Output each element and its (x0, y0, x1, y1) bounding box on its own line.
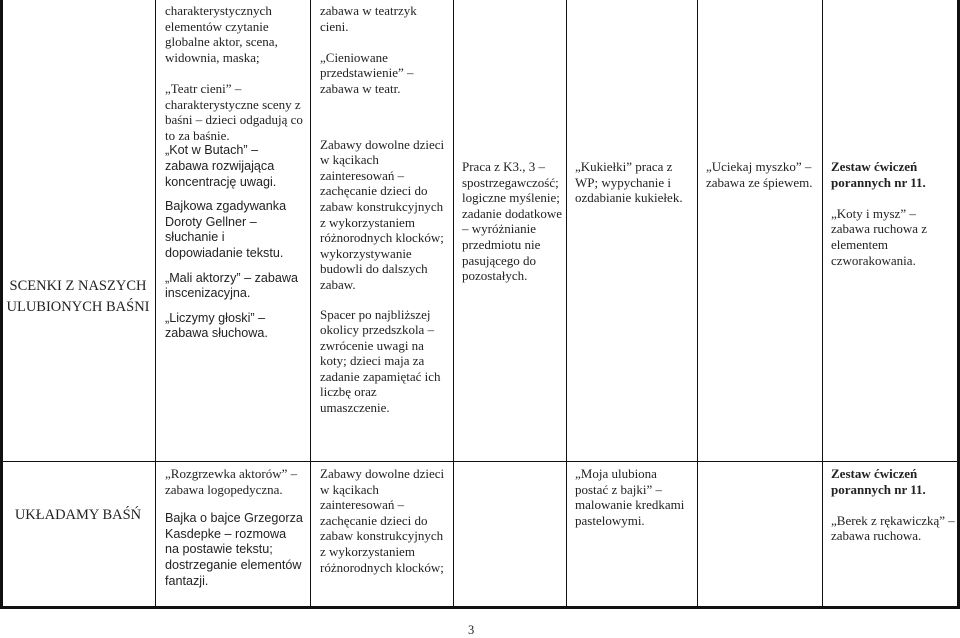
gym-title: Zestaw ćwiczeń porannych nr 11. (831, 159, 926, 190)
art-cell (575, 466, 693, 528)
work-text: Praca z K3., 3 – spostrzegawczość; logiczne myślenie; zadanie dodatkowe – wyróżnianie przedmiotu nie pasującego do pozostałych. (462, 159, 562, 284)
topic-cell (4, 505, 152, 526)
gym-text: „Koty i mysz” – zabawa ruchowa z elementem czworakowania. (831, 205, 927, 268)
table-divider (453, 0, 454, 609)
activity-text: „Mali aktorzy” – zabawa inscenizacyjna. (165, 270, 298, 301)
topic-title: UKŁADAMY BAŚŃ (14, 507, 142, 523)
play-text: Zabawy dowolne dzieci w kącikach zainteresowań – zachęcanie dzieci do zabaw konstrukcyjnych z wykorzystaniem różnorodnych klocków; (320, 466, 445, 575)
table-divider (310, 0, 311, 609)
table-border-bottom (0, 606, 960, 609)
table-divider (155, 0, 156, 609)
activities-cell (165, 466, 303, 589)
gym-text: „Berek z rękawiczką” – zabawa ruchowa. (831, 512, 955, 544)
table-border-left (0, 0, 3, 609)
art-cell (575, 159, 693, 206)
work-cell (462, 159, 562, 284)
play-text: „Cieniowane przedstawienie” – zabawa w teatr. (320, 49, 414, 96)
topic-title: SCENKI Z NASZYCH ULUBIONYCH BAŚNI (6, 278, 150, 315)
activity-text: „Rozgrzewka aktorów” – zabawa logopedyczna. (165, 466, 298, 497)
page-number: 3 (468, 623, 475, 637)
play-cell (320, 3, 448, 416)
activity-text: „Kot w Butach” – zabawa rozwijająca koncentrację uwagi. (165, 143, 277, 189)
art-text: „Kukiełki” praca z WP; wypychanie i ozdabianie kukiełek. (575, 159, 683, 206)
play-text: zabawa w teatrzyk cieni. (320, 3, 417, 34)
activities-cell (165, 3, 303, 342)
activity-text: „Teatr cieni” – charakterystyczne sceny z baśni – dzieci odgadują co to za baśnie. (165, 80, 303, 143)
table-divider (822, 0, 823, 609)
activity-text: charakterystycznych elementów czytanie globalne aktor, scena, widownia, maska; (165, 3, 278, 65)
gym-title: Zestaw ćwiczeń porannych nr 11. (831, 466, 926, 497)
row-divider (0, 461, 960, 462)
play-text: Zabawy dowolne dzieci w kącikach zainteresowań – zachęcanie dzieci do zabaw konstrukcyjnych z wykorzystaniem różnorodnych klocków; wykorzystywanie budowli do dalszych zabaw. (320, 136, 445, 292)
gym-cell (831, 466, 955, 544)
music-text: „Uciekaj myszko” – zabawa ze śpiewem. (706, 159, 813, 190)
music-cell (706, 159, 818, 190)
activity-text: „Liczymy głoski” – zabawa słuchowa. (165, 310, 268, 341)
play-text: Spacer po najbliższej okolicy przedszkola – zwrócenie uwagi na koty; dzieci maja za zadanie zapamiętać ich liczbę oraz umaszczenie. (320, 306, 441, 416)
table-divider (697, 0, 698, 609)
activity-text: Bajka o bajce Grzegorza Kasdepke – rozmowa na postawie tekstu; dostrzeganie elementów fantazji. (165, 511, 303, 588)
activity-text: Bajkowa zgadywanka Doroty Gellner – słuchanie i dopowiadanie tekstu. (165, 199, 287, 260)
topic-cell (4, 276, 152, 318)
play-cell (320, 466, 448, 575)
gym-cell (831, 159, 955, 268)
art-text: „Moja ulubiona postać z bajki” – malowanie kredkami pastelowymi. (575, 466, 685, 528)
table-divider (566, 0, 567, 609)
